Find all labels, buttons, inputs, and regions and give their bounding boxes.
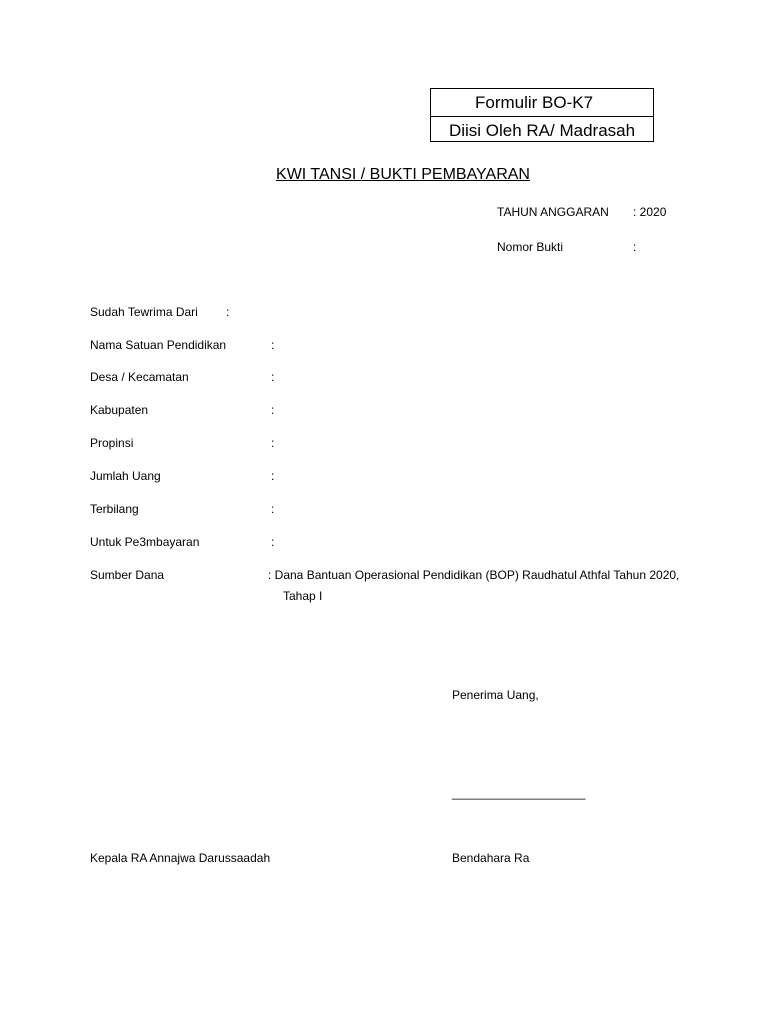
bendahara-label: Bendahara Ra bbox=[452, 851, 530, 865]
nomor-bukti-colon: : bbox=[633, 240, 637, 254]
document-title: KWI TANSI / BUKTI PEMBAYARAN bbox=[276, 166, 530, 183]
field-colon-kabupaten: : bbox=[271, 403, 275, 417]
form-filled-by: Diisi Oleh RA/ Madrasah bbox=[431, 116, 653, 144]
form-code: Formulir BO-K7 bbox=[475, 93, 594, 112]
field-colon-propinsi: : bbox=[271, 436, 275, 450]
field-colon-jumlah-uang: : bbox=[271, 469, 275, 483]
field-label-sudah-diterima: Sudah Tewrima Dari bbox=[90, 305, 198, 319]
field-label-kabupaten: Kabupaten bbox=[90, 403, 149, 417]
field-colon-untuk-pembayaran: : bbox=[271, 535, 275, 549]
field-colon-nama-satuan: : bbox=[271, 338, 275, 352]
kepala-ra-label: Kepala RA Annajwa Darussaadah bbox=[90, 851, 271, 865]
field-label-nama-satuan: Nama Satuan Pendidikan bbox=[90, 338, 227, 352]
field-label-untuk-pembayaran: Untuk Pe3mbayaran bbox=[90, 535, 200, 549]
field-label-propinsi: Propinsi bbox=[90, 436, 134, 450]
field-colon-desa-kecamatan: : bbox=[271, 370, 275, 384]
field-label-terbilang: Terbilang bbox=[90, 502, 139, 516]
tahun-anggaran-value: : 2020 bbox=[633, 205, 667, 219]
field-colon-terbilang: : bbox=[271, 502, 275, 516]
nomor-bukti-label: Nomor Bukti bbox=[497, 240, 564, 254]
field-colon-sudah-diterima: : bbox=[226, 305, 230, 319]
penerima-uang-label: Penerima Uang, bbox=[452, 688, 539, 702]
field-label-sumber-dana: Sumber Dana bbox=[90, 568, 165, 582]
field-label-jumlah-uang: Jumlah Uang bbox=[90, 469, 161, 483]
field-label-desa-kecamatan: Desa / Kecamatan bbox=[90, 370, 189, 384]
field-value-sumber-dana-line1: : Dana Bantuan Operasional Pendidikan (BOP) Raudhatul Athfal Tahun 2020, bbox=[268, 568, 680, 582]
field-value-sumber-dana-line2: Tahap I bbox=[283, 589, 323, 603]
signature-line: ____________________ bbox=[452, 786, 586, 800]
form-header-box bbox=[430, 88, 654, 142]
tahun-anggaran-label: TAHUN ANGGARAN bbox=[497, 205, 609, 219]
